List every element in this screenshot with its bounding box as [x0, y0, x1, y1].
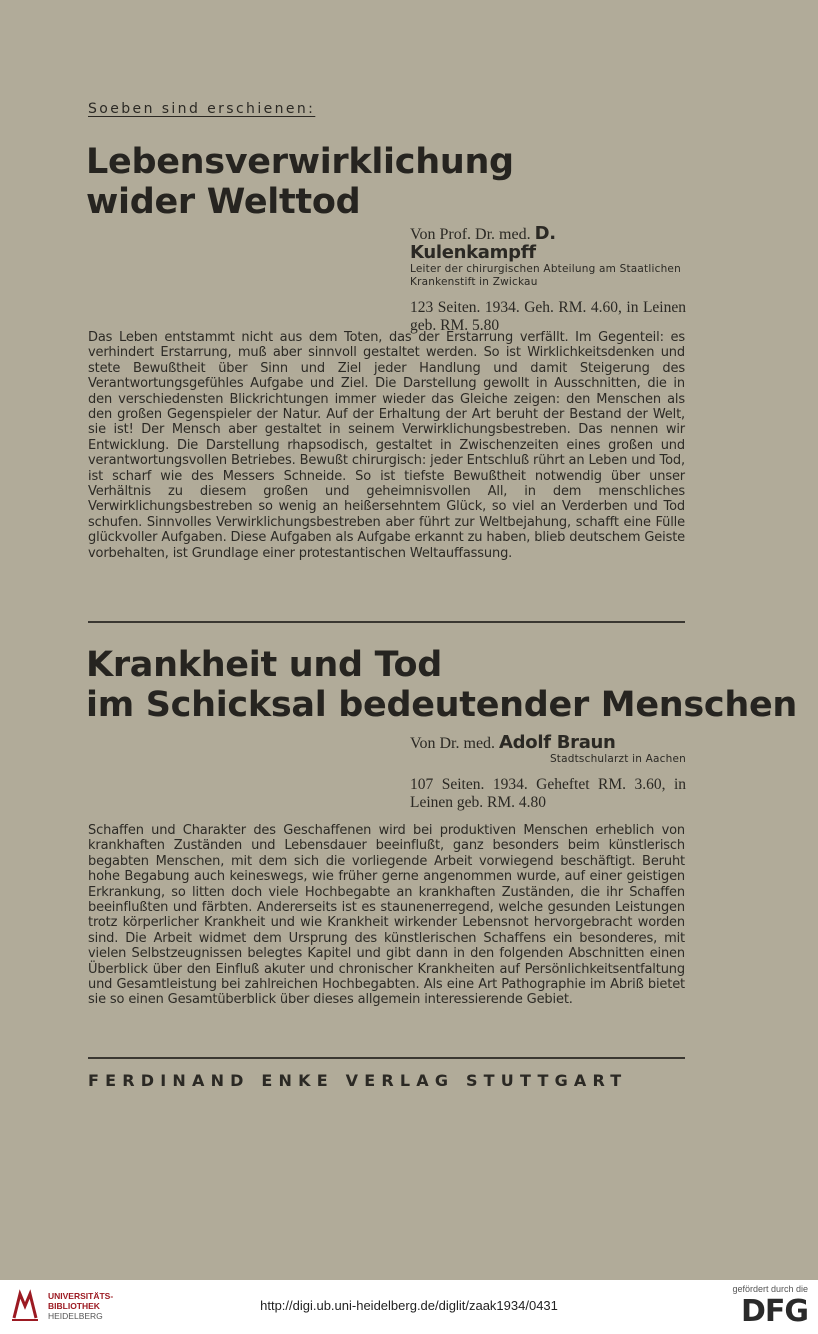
book1-title-line-1: Lebensverwirklichung	[86, 142, 514, 182]
book1-author-role: Leiter der chirurgischen Abteilung am Staatlichen Krankenstift in Zwickau	[410, 263, 681, 288]
book1-author-name: D. Kulenkampff	[410, 223, 556, 263]
section-divider	[88, 621, 685, 623]
dfg-logo: DFG	[740, 1294, 808, 1329]
library-line-2: BIBLIOTHEK	[48, 1301, 100, 1311]
book1-description: Das Leben entstammt nicht aus dem Toten, das der Erstarrung verfällt. Im Gegenteil: es verhindert Erstarrung, muß aber sinnvoll gestaltet werden. So ist Wirklichkeitsdenken und stete Bewußtheit über Sinn und Ziel jeder Handlung und damit Steigerung des Verantwortungsgefühles Aufgabe und Ziel. Die Darstellung gewollt in Ausschnitten, die in den verschiedensten Blickrichtungen immer wieder das Gleiche zeigen: den Menschen als den großen Gegenspieler der Natur. Auf der Erhaltung der Art beruht der Bestand der Welt, sie ist! Der Mensch aber gestaltet in seinem Verwirklichungsbestreben. Das nennen wir Entwicklung. Die Darstellung rhapsodisch, gestaltet in Zwischenzeiten eines großen und verantwortungsvollen Betriebes. Bewußt chirurgisch: jeder Entschluß rührt an Leben und Tod, ist scharf wie des Messers Schneide. So ist tiefste Bewußtheit notwendig über unser Verhältnis zu diesem großen und geheimnisvollen All, in dem menschliches Verwirklichungsbestreben so wenig an heißersehntem Glück, so viel an Verderben und Tod schufen. Sinnvolles Verwirklichungsbestreben aber führt zur Weltbejahung, schafft eine Fülle glückvoller Aufgaben. Diese Aufgaben als Aufgabe erkannt zu haben, blieb deutschem Geiste vorbehalten, ist Grundlage einer protestantischen Weltauffassung.	[88, 330, 685, 561]
book2-author-name: Adolf Braun	[499, 732, 616, 753]
library-line-1: UNIVERSITÄTS-	[48, 1291, 114, 1301]
book1-title	[86, 142, 514, 222]
book2-description: Schaffen und Charakter des Geschaffenen wird bei produktiven Menschen erheblich von krankhaften Zuständen und Lebensdauer beeinflußt, ganz besonders beim künstlerisch begabten Menschen, mit dem sich die vorliegende Arbeit vorwiegend beschäftigt. Beruht hohe Begabung auch keineswegs, wie früher gerne angenommen wurde, auf einer geistigen Erkrankung, so litten doch viele Hochbegabte an krankhaften Zuständen, die ihr Schaffen beeinflußten und färbten. Andererseits ist es staunenerregend, welche gesunden Leistungen trotz körperlicher Krankheit und wie Krankheit wirkender Lebensnot hervorgebracht worden sind. Die Arbeit widmet dem Ursprung des künstlerischen Schaffens ein besonderes, mit vielen Selbstzeugnissen belegtes Kapitel und gibt dann in den folgenden Abschnitten einen Überblick über den Einfluß akuter und chronischer Krankheiten auf Persönlichkeitsentfaltung und Gesamtleistung bei zahlreichen Hochbegabten. Als eine Art Pathographie im Abriß bietet sie so einen Gesamtüberblick über dieses allgemein interessierende Gebiet.	[88, 823, 685, 1008]
dfg-funding-label: gefördert durch die	[732, 1284, 808, 1294]
digitization-footer	[0, 1280, 818, 1334]
permalink-url[interactable]: http://digi.ub.uni-heidelberg.de/diglit/zaak1934/0431	[260, 1298, 558, 1313]
library-line-3: HEIDELBERG	[48, 1311, 103, 1321]
book2-publication-info: 107 Seiten. 1934. Geheftet RM. 3.60, in Leinen geb. RM. 4.80	[410, 776, 686, 811]
book1-author-prefix: Von Prof. Dr. med.	[410, 226, 535, 243]
book1-publication-info: 123 Seiten. 1934. Geh. RM. 4.60, in Leinen geb. RM. 5.80	[410, 299, 686, 334]
book1-author-block	[410, 225, 686, 335]
publisher-imprint: FERDINAND ENKE VERLAG STUTTGART	[88, 1071, 628, 1090]
book2-title-line-2: im Schicksal bedeutender Menschen	[86, 685, 798, 725]
book2-title-line-1: Krankheit und Tod	[86, 645, 443, 685]
book2-title	[86, 645, 797, 725]
intro-heading: Soeben sind erschienen:	[88, 101, 316, 117]
book1-title-line-2: wider Welttod	[86, 182, 361, 222]
book2-author-prefix: Von Dr. med.	[410, 735, 500, 752]
book2-author-block	[410, 734, 686, 812]
publisher-divider	[88, 1057, 685, 1059]
book2-author-role: Stadtschularzt in Aachen	[549, 753, 686, 765]
